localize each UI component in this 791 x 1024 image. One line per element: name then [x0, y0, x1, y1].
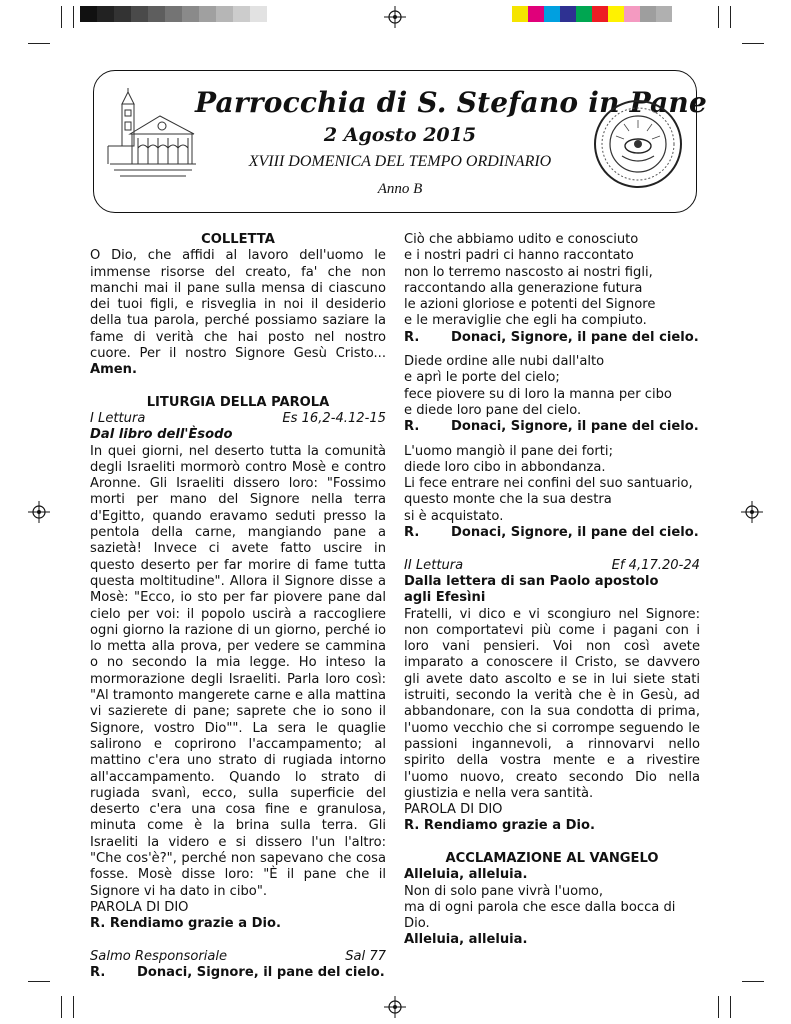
alleluia-end: Alleluia, alleluia.: [404, 932, 528, 948]
acclamation-heading: ACCLAMAZIONE AL VANGELO: [445, 850, 659, 866]
refrain-text: Donaci, Signore, il pane del cielo.: [451, 525, 699, 541]
first-reading-text: In quei giorni, nel deserto tutta la comunità degli Israeliti mormorò contro Mosè e contro Aronne. Gli Israeliti dissero loro: "Fossimo morti per mano del Signore nella terra d'Egitto, quando eravamo seduti presso la pentola della carne, mangiando pane a sazietà! Invece ci avete fatto uscire in questo deserto per far morire di fame tutta questa moltitudine". Allora il Signore disse a Mosè: "Ecco, io sto per far piovere pane dal cielo per voi: il popolo uscirà a raccogliere ogni giorno la razione di un giorno, perché io lo metta alla prova, per vedere se cammina o no secondo la mia legge. Ho inteso la mormorazione degli Israeliti. Parla loro così: "Al tramonto mangerete carne e alla mattina vi sazierete di pane; saprete che io sono il Signore, vostro Dio"". La sera le quaglie salirono e coprirono l'accampamento; al mattino c'era uno strato di rugiada intorno all'accampamento. Quando lo strato di rugiada svanì, ecco, sulla superficie del deserto c'era una cosa fine e granulosa, minuta come è la brina sulla terra. Gli Israeliti la videro e si dissero l'un l'altro: "Che cos'è?", perché non sapevano che cosa fosse. Mosè disse loro: "È il pane che il Signore vi ha dato in cibo".: [90, 443, 386, 899]
psalm-refrain: [404, 330, 700, 346]
gray-swatch: [250, 6, 267, 22]
psalm-line: Diede ordine alle nubi dall'alto: [404, 354, 605, 370]
acclamation-line: Non di solo pane vivrà l'uomo,: [404, 883, 604, 899]
parish-title: Parrocchia di S. Stefano in Pane: [195, 86, 707, 119]
second-reading-source-cont: agli Efesìni: [404, 590, 486, 606]
psalm-refrain: [90, 965, 386, 981]
second-reading-header: [404, 558, 700, 574]
psalm-ref: Sal 77: [345, 948, 386, 964]
left-column: [90, 232, 386, 981]
color-swatch: [624, 6, 640, 22]
refrain-marker: R.: [404, 419, 420, 435]
psalm-line: non lo terremo nascosto ai nostri figli,: [404, 264, 653, 280]
psalm-line: Ciò che abbiamo udito e conosciuto: [404, 232, 639, 247]
colletta-body: O Dio, che affidi al lavoro dell'uomo le immense risorse del creato, fa' che non manchi mai il pane sulla mensa di ciascuno dei tuoi figli, e risveglia in noi il desiderio della tua parola, perché possiamo saziare la fame di verità che hai posto nel nostro cuore. Per il nostro Signore Gesù Cristo...: [90, 248, 386, 362]
parola-di-dio: PAROLA DI DIO: [90, 899, 189, 915]
crop-mark: [730, 6, 731, 28]
psalm-line: si è acquistato.: [404, 508, 504, 524]
liturgical-sunday: XVIII DOMENICA DEL TEMPO ORDINARIO: [248, 153, 552, 170]
refrain-marker: R.: [404, 329, 420, 345]
psalm-line: Li fece entrare nei confini del suo santuario,: [404, 476, 693, 492]
color-swatch: [576, 6, 592, 22]
refrain-text: Donaci, Signore, il pane del cielo.: [451, 419, 699, 435]
second-reading-source: Dalla lettera di san Paolo apostolo: [404, 573, 659, 589]
psalm-line: L'uomo mangiò il pane dei forti;: [404, 443, 613, 459]
refrain-text: Donaci, Signore, il pane del cielo.: [137, 965, 385, 981]
gray-swatch: [80, 6, 97, 22]
color-swatch: [608, 6, 624, 22]
registration-target-icon: [28, 501, 50, 523]
psalm-refrain: [404, 525, 700, 541]
crop-mark: [742, 43, 764, 44]
first-reading-label: I Lettura: [90, 410, 146, 426]
parish-seal-icon: [592, 98, 684, 190]
second-reading-label: II Lettura: [404, 557, 464, 573]
psalm-label: Salmo Responsoriale: [90, 948, 228, 964]
psalm-line: raccontando alla generazione futura: [404, 280, 643, 296]
psalm-line: fece piovere su di loro la manna per cibo: [404, 386, 672, 402]
crop-mark: [28, 43, 50, 44]
colletta-heading: COLLETTA: [201, 232, 275, 247]
color-swatch: [560, 6, 576, 22]
gray-swatch: [148, 6, 165, 22]
date-line: 2 Agosto 2015: [323, 124, 477, 146]
gray-swatch: [165, 6, 182, 22]
crop-mark: [742, 981, 764, 982]
first-reading-header: [90, 411, 386, 427]
color-calibration-bar: [512, 6, 672, 22]
registration-target-icon: [741, 501, 763, 523]
crop-mark: [73, 996, 74, 1018]
gray-swatch: [182, 6, 199, 22]
grayscale-calibration-bar: [80, 6, 267, 22]
psalm-line: e le meraviglie che egli ha compiuto.: [404, 313, 647, 329]
gray-swatch: [233, 6, 250, 22]
right-column: [404, 232, 700, 949]
gray-swatch: [97, 6, 114, 22]
gray-swatch: [114, 6, 131, 22]
color-swatch: [640, 6, 656, 22]
first-reading-ref: Es 16,2-4.12-15: [282, 410, 386, 426]
crop-mark: [718, 6, 719, 28]
psalm-line: le azioni gloriose e potenti del Signore: [404, 297, 656, 313]
colletta-text: [90, 248, 386, 378]
amen: Amen.: [90, 362, 137, 378]
crop-mark: [28, 981, 50, 982]
second-reading-text: Fratelli, vi dico e vi scongiuro nel Signore: non comportatevi più come i pagani con i loro vani pensieri. Voi non così avete imparato a conoscere il Cristo, se davvero gli avete dato ascolto e se in lui siete stati istruiti, secondo la verità che è in Gesù, ad abbandonare, con la sua condotta di prima, l'uomo vecchio che si corrompe seguendo le passioni ingannevoli, a rinnovarvi nello spirito della vostra mente e a rivestire l'uomo nuovo, creato secondo Dio nella giustizia e nella vera santità.: [404, 606, 700, 801]
liturgia-heading: LITURGIA DELLA PAROLA: [146, 394, 330, 410]
color-swatch: [592, 6, 608, 22]
psalm-line: e diede loro pane del cielo.: [404, 402, 582, 418]
second-reading-response: R. Rendiamo grazie a Dio.: [404, 818, 595, 834]
crop-mark: [730, 996, 731, 1018]
gray-swatch: [216, 6, 233, 22]
color-swatch: [512, 6, 528, 22]
acclamation-line: ma di ogni parola che esce dalla bocca di Dio.: [404, 899, 676, 932]
crop-mark: [61, 996, 62, 1018]
alleluia: Alleluia, alleluia.: [404, 867, 528, 883]
crop-mark: [73, 6, 74, 28]
crop-mark: [61, 6, 62, 28]
gray-swatch: [131, 6, 148, 22]
psalm-line: questo monte che la sua destra: [404, 492, 612, 508]
first-reading-response: R. Rendiamo grazie a Dio.: [90, 916, 281, 932]
refrain-marker: R.: [404, 525, 420, 541]
refrain-marker: R.: [90, 965, 106, 981]
psalm-header: [90, 949, 386, 965]
gray-swatch: [199, 6, 216, 22]
registration-target-icon: [384, 996, 406, 1018]
refrain-text: Donaci, Signore, il pane del cielo.: [451, 329, 699, 345]
second-reading-ref: Ef 4,17.20-24: [611, 557, 700, 573]
crop-mark: [718, 996, 719, 1018]
church-illustration-icon: [100, 86, 200, 186]
color-swatch: [544, 6, 560, 22]
psalm-line: e i nostri padri ci hanno raccontato: [404, 248, 634, 264]
parola-di-dio: PAROLA DI DIO: [404, 802, 503, 818]
psalm-line: e aprì le porte del cielo;: [404, 370, 560, 386]
psalm-refrain: [404, 419, 700, 435]
color-swatch: [528, 6, 544, 22]
registration-target-icon: [384, 6, 406, 28]
psalm-line: diede loro cibo in abbondanza.: [404, 459, 606, 475]
liturgical-year: Anno B: [377, 181, 423, 197]
color-swatch: [656, 6, 672, 22]
first-reading-source: Dal libro dell'Èsodo: [90, 427, 233, 443]
